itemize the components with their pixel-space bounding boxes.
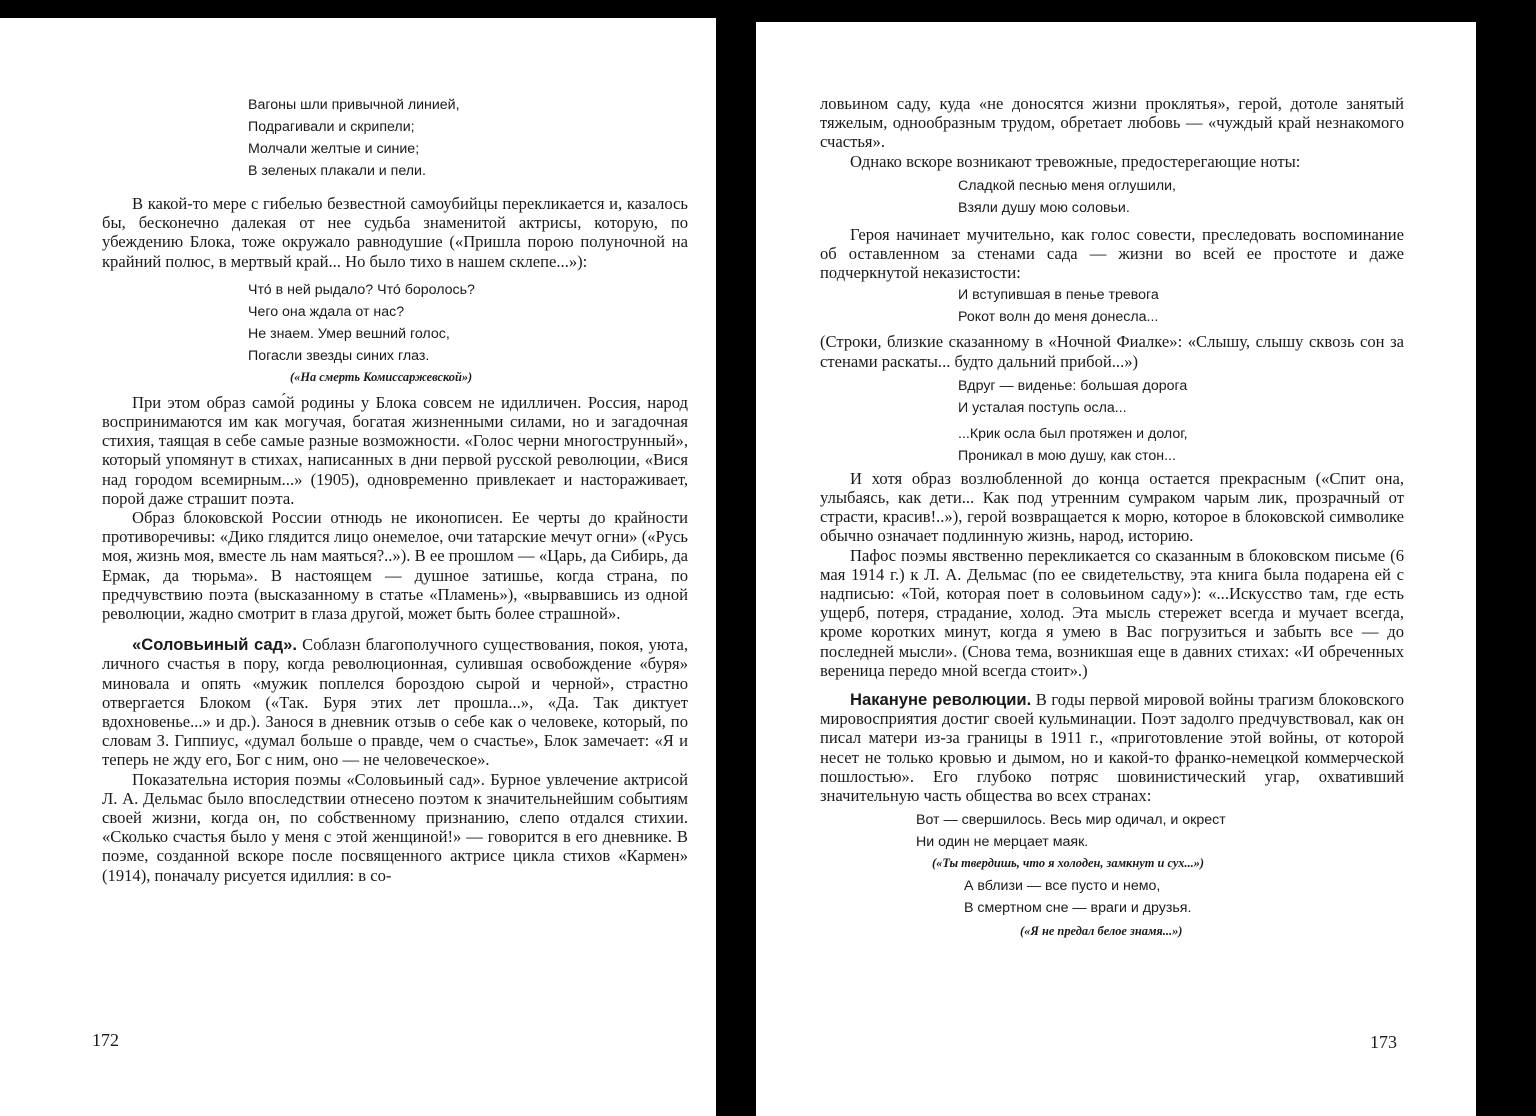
page-number-left: 172 <box>92 1030 119 1050</box>
left-paragraph-4 <box>102 635 688 769</box>
verse-line: Ни один не мерцает маяк. <box>916 834 1089 851</box>
right-paragraph-3: Героя начинает мучительно, как голос совести, преследовать воспоминание об оставленном за стенами сада — жизни во всей ее простоте и даже подчеркнутой неказистости: <box>820 224 1404 283</box>
verse-line: Что́ в ней рыдало? Что́ боролось? <box>248 281 475 298</box>
left-verse-2 <box>248 279 688 367</box>
verse-line: Вдруг — виденье: большая дорога <box>958 377 1188 394</box>
left-caption-1: («На смерть Комиссаржевской») <box>290 369 473 384</box>
section-heading-solovyiny-sad: «Соловьиный сад». <box>132 635 298 655</box>
right-caption-2: («Я не предал белое знамя...») <box>1020 924 1183 939</box>
verse-line: Взяли душу мою соловьи. <box>958 199 1130 216</box>
left-page <box>0 18 716 1116</box>
verse-line: Чего она ждала от нас? <box>248 303 405 320</box>
right-verse-3 <box>958 375 1404 419</box>
verse-line: А вблизи — все пусто и немо, <box>964 878 1161 895</box>
verse-line: Молчали желтые и синие; <box>248 141 420 157</box>
right-paragraph-7-text: В годы первой мировой войны трагизм блоковского мировосприятия достиг своей кульминации. Поэт задолго предчувствовал, как он писал матери из-за границы в 1911 г., «приготовление этой войны, от которой несет не только кровью и дымом, но и какой-то франко-немецкой коммерческой пошлостью». Его глубоко потряс шовинистический угар, охвативший значительную часть общества во всех странах: <box>820 690 1404 806</box>
right-page-content <box>820 94 1404 941</box>
right-paragraph-6: Пафос поэмы явственно перекликается со сказанным в блоковском письме (6 мая 1914 г.) к Л. А. Дельмас (по ее свидетельству, эта книга была подарена ей с надписью: «Той, которая поет в соловьином саду»): «...Искусство там, где есть ущерб, потеря, страдание, холод. Эта мысль стережет всегда и мучает всегда, кроме коротких минут, когда я умею в Вас погрузиться и забыть все — до последней мысли». (Снова тема, возникшая еще в давних стихах: «И обреченных вереница передо мной всегда стоит».) <box>820 545 1404 680</box>
verse-line: Подрагивали и скрипели; <box>248 119 415 135</box>
right-page <box>756 22 1476 1116</box>
right-paragraph-7 <box>820 690 1404 805</box>
section-heading-nakanune-revolyutsii: Накануне революции. <box>850 690 1032 710</box>
left-paragraph-3: Образ блоковской России отнюдь не иконописен. Ее черты до крайности противоречивы: «Дико глядится лицо онемелое, очи татарские мечут огни» («Русь моя, жизнь моя, вместе ль нам маяться?..»). В ее прошлом — «Царь, да Сибирь, да Ермак, да тюрьма». В настоящем — душное затишье, когда страна, по предчувствию поэта (высказанному в статье «Пламень»), «вырвавшись из одной революции, жадно смотрит в глаза другой, может быть более страшной». <box>102 508 688 624</box>
verse-line: Сладкой песнью меня оглушили, <box>958 177 1176 194</box>
verse-line: В зеленых плакали и пели. <box>248 163 426 179</box>
book-gutter <box>716 0 756 1116</box>
verse-line: И вступившая в пенье тревога <box>958 287 1159 304</box>
left-verse-1 <box>248 94 688 182</box>
left-paragraph-4-text: Соблазн благополучного существования, покоя, уюта, личного счастья в пору, когда революционная, сулившая освобождение «буря» миновала и опять «мужик поплелся бороздою сырой и черной», страстно отвергается Блоком («Так. Буря этих лет прошла...», «Да. Так диктует вдохновенье...» и др.). Занося в дневник отзыв о себе как о человеке, который, по словам З. Гиппиус, «думал больше о правде, чем о счастье», Блок замечает: «Я и теперь не жду его, Бог с ним, оно — не человеческое». <box>102 635 688 770</box>
right-paragraph-2: Однако вскоре возникают тревожные, предостерегающие ноты: <box>850 151 1301 171</box>
verse-line: В смертном сне — враги и друзья. <box>964 900 1192 917</box>
verse-line: Проникал в мою душу, как стон... <box>958 447 1176 464</box>
left-paragraph-2: При этом образ само́й родины у Блока совсем не идилличен. Россия, народ воспринимаются им как могучая, богатая жизненными силами, но и загадочная стихия, таящая в себе самые разные возможности. «Голос черни многострунный», который упомянут в стихах, написанных в дни первой русской революции, «Вися над городом всемирным...» (1905), одновременно привлекает и настораживает, порой даже страшит поэта. <box>102 392 688 508</box>
right-paragraph-1: ловьином саду, куда «не доносятся жизни проклятья», герой, дотоле занятый тяжелым, однообразным трудом, обретает любовь — «чуждый край незнакомого счастья». <box>820 94 1404 152</box>
scan-top-border <box>0 0 1536 18</box>
right-paragraph-5: И хотя образ возлюбленной до конца остается прекрасным («Спит она, улыбаясь, как дети... Как под утренним сумраком чарым лик, прозрачный от страсти, красив!..»), герой возвращается к морю, которое в блоковской символике обычно означает подлинную жизнь, народ, историю. <box>820 468 1404 546</box>
verse-line: И усталая поступь осла... <box>958 399 1127 416</box>
verse-line: Вот — свершилось. Весь мир одичал, и окрест <box>916 812 1226 829</box>
left-paragraph-1: В какой-то мере с гибелью безвестной самоубийцы перекликается и, казалось бы, бесконечно далекая от нее судьба знаменитой актрисы, которую, по убеждению Блока, тоже окружало равнодушие («Пришла порою полуночной на крайний полюс, в мертвый край... Но было тихо в нашем склепе...»): <box>102 194 688 271</box>
right-verse-1 <box>958 175 1404 219</box>
scan-right-border <box>1476 0 1536 1116</box>
right-verse-2 <box>958 284 1404 328</box>
verse-line: Погасли звезды синих глаз. <box>248 347 430 364</box>
right-verse-6 <box>964 875 1404 919</box>
right-verse-4 <box>958 423 1404 467</box>
verse-line: ...Крик осла был протяжен и долог, <box>958 425 1188 442</box>
page-number-right: 173 <box>1370 1032 1397 1052</box>
left-paragraph-5: Показательна история поэмы «Соловьиный сад». Бурное увлечение актрисой Л. А. Дельмас было впоследствии отнесено поэтом к значительнейшим событиям своей жизни, когда он, по собственному признанию, слепо отдался стихии. «Сколько счастья было у меня с этой женщиной!» — говорится в его дневнике. В поэме, созданной вскоре после посвященного актрисе цикла стихов «Кармен» (1914), поначалу рисуется идиллия: в со- <box>102 769 688 885</box>
verse-line: Не знаем. Умер вешний голос, <box>248 325 450 342</box>
left-page-content <box>102 94 688 885</box>
right-caption-1: («Ты твердишь, что я холоден, замкнут и сух...») <box>932 856 1205 871</box>
verse-line: Рокот волн до меня донесла... <box>958 309 1159 326</box>
right-paragraph-4: (Строки, близкие сказанному в «Ночной Фиалке»: «Слышу, слышу сквозь сон за стенами раскаты... будто дальний прибой...») <box>820 332 1404 371</box>
right-verse-5 <box>916 809 1404 853</box>
verse-line: Вагоны шли привычной линией, <box>248 97 460 113</box>
